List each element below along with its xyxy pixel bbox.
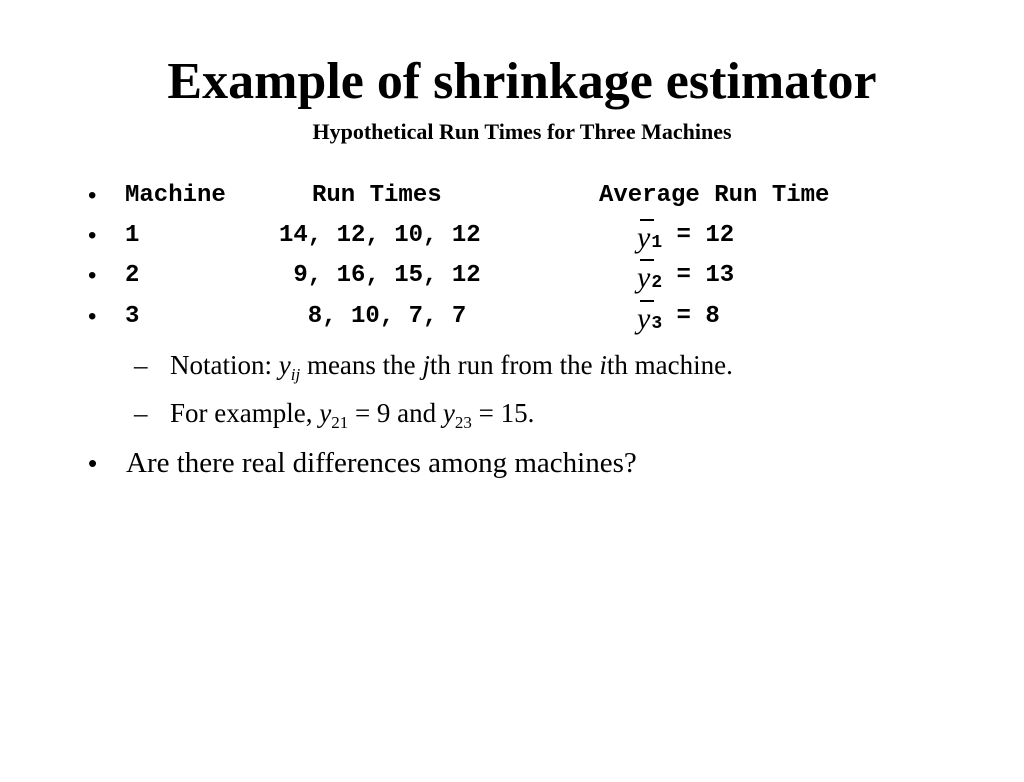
header-machine: Machine [125,182,226,209]
notation-middle1: means the [300,350,423,380]
var-sub-23: 23 [454,413,472,432]
header-run-times: Run Times [312,182,442,209]
dash: – [134,350,148,380]
var-y: y [319,398,332,428]
example-suffix: = 15. [471,398,535,428]
run-times: 14, 12, 10, 12 [279,222,481,249]
dash: – [134,398,148,428]
average-value: = 13 [662,262,735,289]
ybar-symbol: y [637,302,651,335]
average-run-time [637,301,720,340]
bullet: • [88,182,97,209]
bullet: • [88,448,98,478]
var-sub-ij: ij [290,365,301,384]
slide-title: Example of shrinkage estimator [167,53,877,110]
run-times: 8, 10, 7, 7 [279,303,467,330]
ybar-subscript: 2 [651,273,663,293]
example-middle: = 9 and [348,398,443,428]
table-row [0,220,1024,252]
ybar-symbol: y [637,261,651,294]
table-row [0,260,1024,292]
ybar-symbol: y [637,221,651,254]
notation-middle2: th run from the [429,350,600,380]
table-header-row [0,180,1024,212]
example-text [170,396,534,440]
ybar-subscript: 1 [651,233,663,253]
bullet: • [88,222,97,249]
notation-text [170,348,733,392]
table-row [0,301,1024,333]
var-j: j [422,350,430,380]
var-i: i [599,350,607,380]
ybar-subscript: 3 [651,314,663,334]
average-value: = 8 [662,303,720,330]
question-text: Are there real differences among machines? [126,447,637,479]
machine-id: 2 [125,262,140,289]
var-y: y [442,398,455,428]
machine-id: 3 [125,303,140,330]
average-value: = 12 [662,222,735,249]
notation-prefix: Notation: [170,350,279,380]
run-times: 9, 16, 15, 12 [279,262,481,289]
bullet: • [88,262,97,289]
var-sub-21: 21 [331,413,349,432]
notation-suffix: th machine. [606,350,733,380]
average-run-time [637,220,734,259]
example-prefix: For example, [170,398,320,428]
var-y: y [278,350,291,380]
header-average-run-time: Average Run Time [599,182,830,209]
machine-id: 1 [125,222,140,249]
bullet: • [88,303,97,330]
slide-subtitle: Hypothetical Run Times for Three Machines [312,119,732,144]
average-run-time [637,260,734,299]
